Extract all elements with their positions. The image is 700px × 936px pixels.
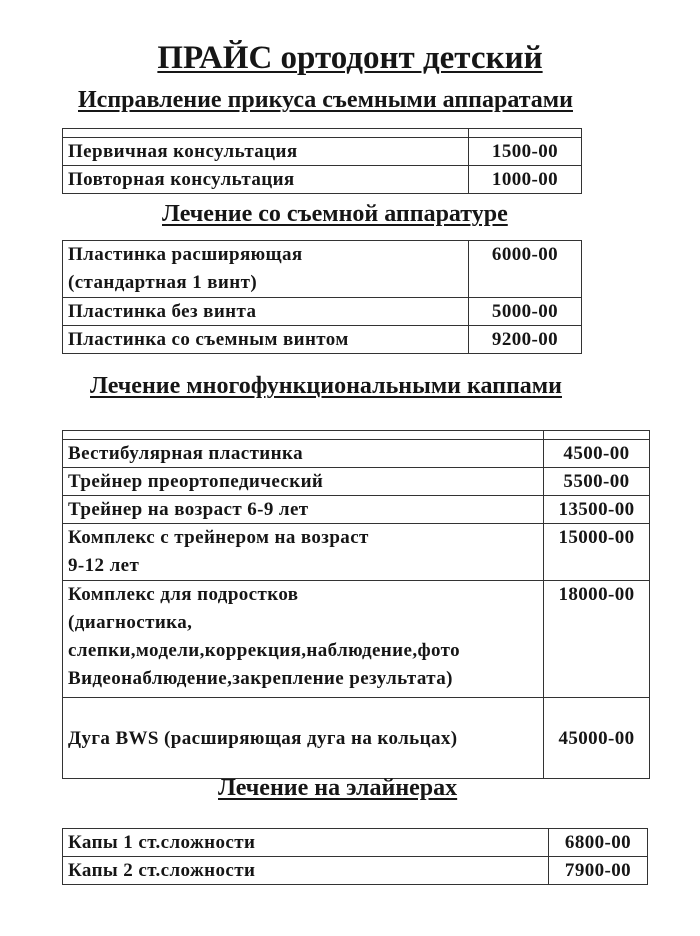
table-row (63, 857, 648, 885)
service-price: 6000-00 (469, 241, 582, 298)
service-name: Повторная консультация (63, 166, 469, 194)
service-price: 6800-00 (549, 829, 648, 857)
service-name: Трейнер преортопедический (63, 468, 544, 496)
table-row (63, 468, 650, 496)
service-name: Капы 2 ст.сложности (63, 857, 549, 885)
service-name: Капы 1 ст.сложности (63, 829, 549, 857)
table-row (63, 129, 582, 138)
section-heading: Лечение со съемной аппаратуре (162, 201, 508, 227)
service-name: Пластинка расширяющая (стандартная 1 винт) (63, 241, 469, 298)
price-table (62, 240, 582, 354)
table-row (63, 241, 582, 298)
table-row (63, 524, 650, 581)
table-row (63, 496, 650, 524)
table-row (63, 581, 650, 698)
price-table (62, 430, 650, 779)
table-row (63, 698, 650, 779)
service-price: 5000-00 (469, 298, 582, 326)
table-row (63, 326, 582, 354)
service-price: 1500-00 (469, 138, 582, 166)
table-row (63, 138, 582, 166)
service-name: Трейнер на возраст 6-9 лет (63, 496, 544, 524)
service-price: 9200-00 (469, 326, 582, 354)
service-price: 45000-00 (544, 698, 650, 779)
service-price: 4500-00 (544, 440, 650, 468)
service-price: 5500-00 (544, 468, 650, 496)
service-name: Дуга BWS (расширяющая дуга на кольцах) (63, 698, 544, 779)
section-heading: Лечение многофункциональными каппами (90, 373, 562, 399)
section-heading: Исправление прикуса съемными аппаратами (78, 87, 573, 113)
table-row (63, 166, 582, 194)
table-row (63, 431, 650, 440)
price-table (62, 828, 648, 885)
section-heading: Лечение на элайнерах (218, 775, 458, 801)
table-row (63, 440, 650, 468)
service-name: Комплекс для подростков (диагностика, слепки,модели,коррекция,наблюдение,фото Видеонаблюдение,закрепление результата) (63, 581, 544, 698)
service-price: 18000-00 (544, 581, 650, 698)
table-row (63, 829, 648, 857)
service-name: Комплекс с трейнером на возраст 9-12 лет (63, 524, 544, 581)
service-price: 15000-00 (544, 524, 650, 581)
table-row (63, 298, 582, 326)
service-price: 1000-00 (469, 166, 582, 194)
service-name: Первичная консультация (63, 138, 469, 166)
service-price: 13500-00 (544, 496, 650, 524)
service-name: Пластинка со съемным винтом (63, 326, 469, 354)
page-title: ПРАЙС ортодонт детский (157, 40, 543, 76)
service-name: Вестибулярная пластинка (63, 440, 544, 468)
service-name: Пластинка без винта (63, 298, 469, 326)
price-table (62, 128, 582, 194)
service-price: 7900-00 (549, 857, 648, 885)
